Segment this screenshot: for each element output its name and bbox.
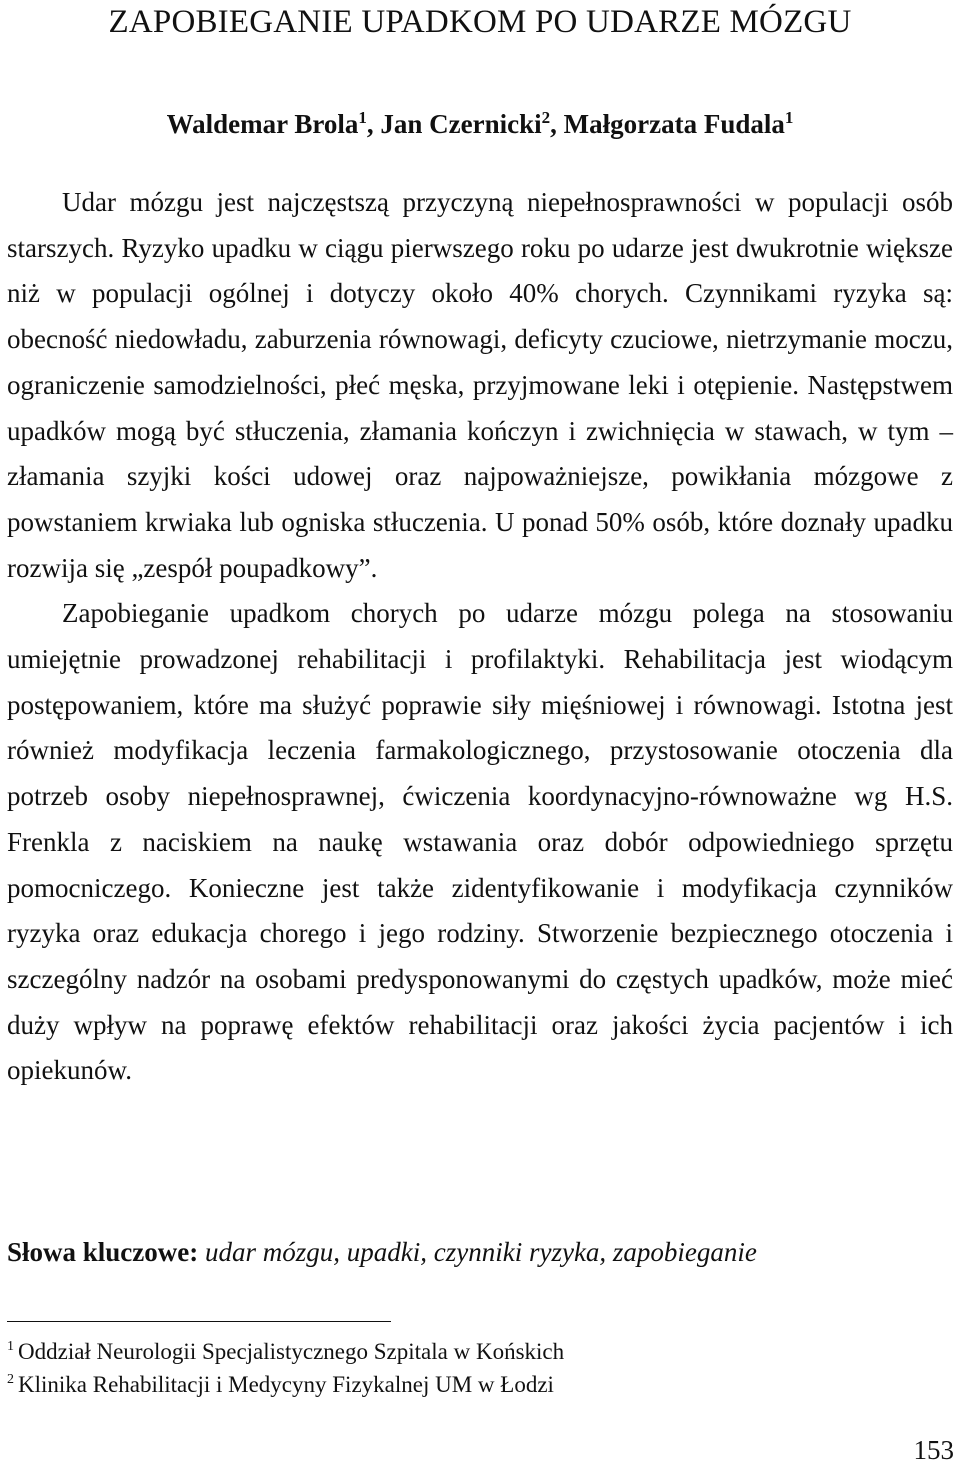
- footnote: [7, 1337, 564, 1367]
- footnote-text: Klinika Rehabilitacji i Medycyny Fizykalnej UM w Łodzi: [18, 1372, 554, 1397]
- author-affiliation-marker: 1: [358, 108, 367, 127]
- footnote-text: Oddział Neurologii Specjalistycznego Szpitala w Końskich: [18, 1339, 565, 1364]
- page-title: ZAPOBIEGANIE UPADKOM PO UDARZE MÓZGU: [108, 4, 852, 40]
- author-separator: ,: [550, 109, 564, 139]
- author-name: Małgorzata Fudala: [563, 109, 785, 139]
- footnote-marker: 2: [7, 1372, 14, 1388]
- author-name: Jan Czernicki: [380, 109, 542, 139]
- abstract-paragraph: Udar mózgu jest najczęstszą przyczyną niepełnosprawności w populacji osób starszych. Ryzyko upadku w ciągu pierwszego roku po udarze jest dwukrotnie większe niż w populacji ogólnej i dotyczy około 40% chorych. Czynnikami ryzyka są: obecność niedowładu, zaburzenia równowagi, deficyty czuciowe, nietrzymanie moczu, ograniczenie samodzielności, płeć męska, przyjmowane leki i otępienie. Następstwem upadków mogą być stłuczenia, złamania kończyn i zwichnięcia w stawach, w tym – złamania szyjki kości udowej oraz najpoważniejsze, powikłania mózgowe z powstaniem krwiaka lub ogniska stłuczenia. U ponad 50% osób, które doznały upadku rozwija się „zespół poupadkowy”.: [7, 187, 953, 583]
- keywords: [7, 1232, 757, 1272]
- footnote-divider: [7, 1321, 391, 1322]
- abstract-paragraph: Zapobieganie upadkom chorych po udarze mózgu polega na stosowaniu umiejętnie prowadzonej rehabilitacji i profilaktyki. Rehabilitacja jest wiodącym postępowaniem, które ma służyć poprawie siły mięśniowej i równowagi. Istotna jest również modyfikacja leczenia farmakologicznego, przystosowanie otoczenia dla potrzeb osoby niepełnosprawnej, ćwiczenia koordynacyjno-równoważne wg H.S. Frenkla z naciskiem na naukę wstawania oraz dobór odpowiedniego sprzętu pomocniczego. Konieczne jest także zidentyfikowanie i modyfikacja czynników ryzyka oraz edukacja chorego i jego rodziny. Stworzenie bezpiecznego otoczenia i szczególny nadzór na osobami predysponowanymi do częstych upadków, może mieć duży wpływ na poprawę efektów rehabilitacji oraz jakości życia pacjentów i ich opiekunów.: [7, 598, 953, 1086]
- author-list: [0, 106, 960, 142]
- footnote: [7, 1370, 554, 1400]
- author-separator: ,: [366, 109, 381, 139]
- keywords-label: Słowa kluczowe:: [7, 1237, 199, 1267]
- author-name: Waldemar Brola: [166, 109, 359, 139]
- author-affiliation-marker: 1: [784, 108, 794, 127]
- author-affiliation-marker: 2: [541, 108, 551, 127]
- footnote-marker: 1: [7, 1339, 14, 1355]
- abstract: [7, 180, 953, 1094]
- page-number: 153: [913, 1435, 954, 1465]
- keywords-values: udar mózgu, upadki, czynniki ryzyka, zapobieganie: [205, 1237, 757, 1267]
